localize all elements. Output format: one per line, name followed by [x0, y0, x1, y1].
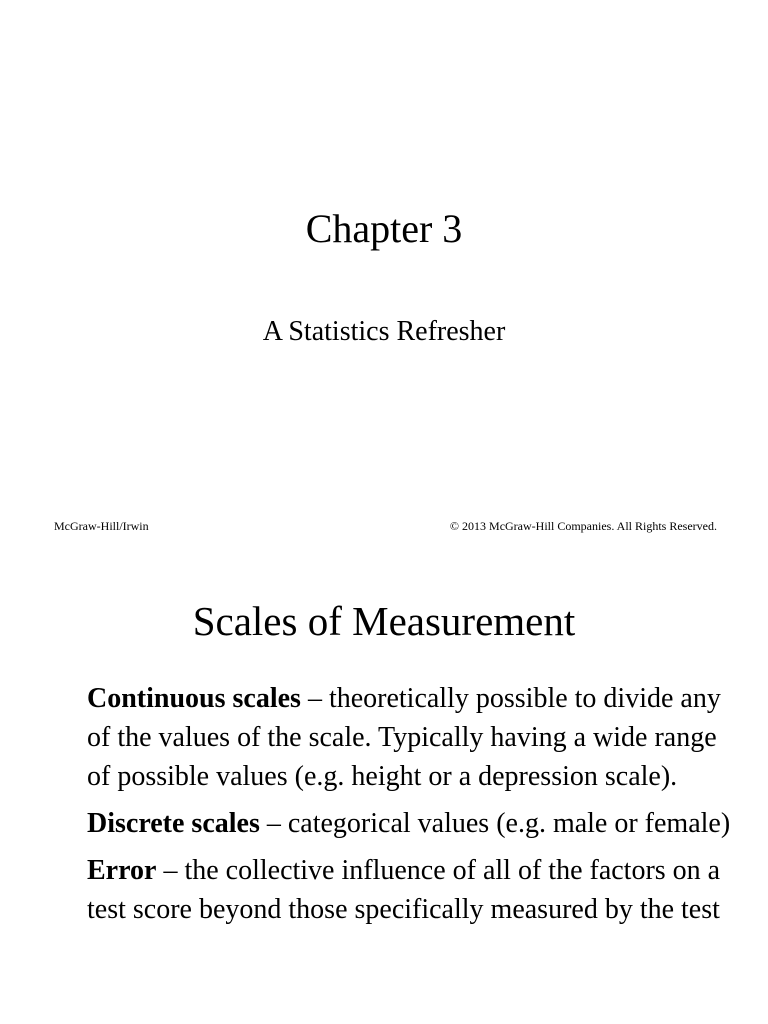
list-item: [87, 679, 737, 796]
term-discrete-scales: Discrete scales: [87, 808, 260, 839]
copyright-footer: © 2013 McGraw-Hill Companies. All Rights Reserved.: [449, 519, 717, 533]
definition-text: – the collective influence of all of the factors on a test score beyond those specifically measured by the test: [87, 855, 721, 925]
chapter-subtitle: A Statistics Refresher: [262, 316, 506, 347]
chapter-title: Chapter 3: [305, 206, 463, 251]
definition-text: – categorical values (e.g. male or female): [259, 808, 731, 839]
term-continuous-scales: Continuous scales: [87, 683, 301, 714]
content-slide: [0, 576, 768, 1024]
definition-text: – theoretically possible to divide any of the values of the scale. Typically having a wide range of possible values (e.g. height or a depression scale).: [87, 683, 721, 792]
definition-list: [87, 679, 737, 937]
list-item: [87, 851, 737, 929]
slide-title: Scales of Measurement: [192, 598, 576, 644]
publisher-footer: McGraw-Hill/Irwin: [54, 519, 149, 533]
term-error: Error: [87, 855, 157, 886]
list-item: [87, 804, 737, 843]
